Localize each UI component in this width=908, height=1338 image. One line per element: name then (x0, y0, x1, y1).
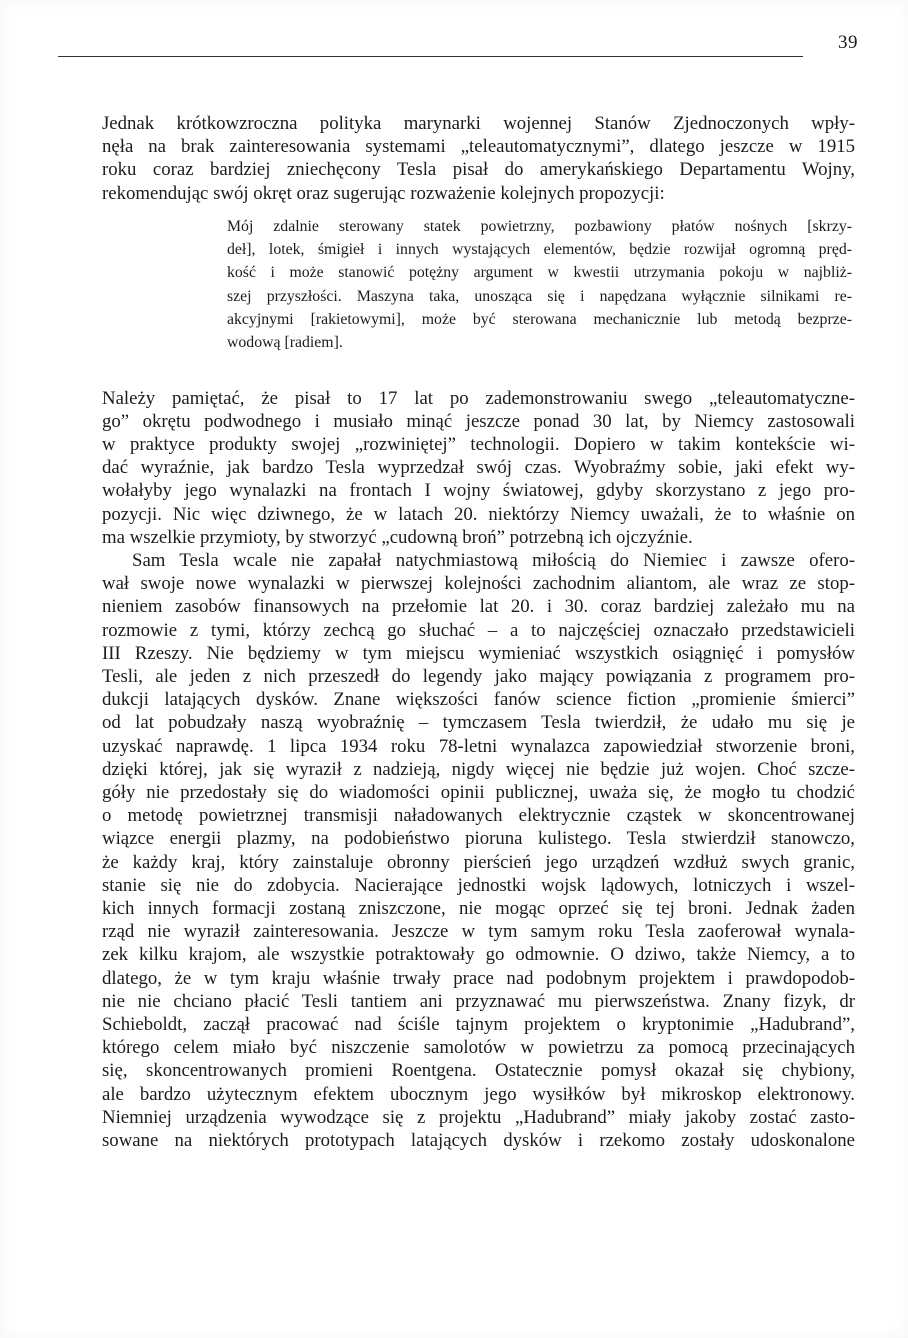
text-line: od lat pobudzały naszą wyobraźnię – tymczasem Tesla twierdził, że udało mu się je (102, 712, 855, 734)
text-line: akcyjnymi [rakietowymi], może być sterowana mechanicznie lub metodą bezprze- (227, 311, 852, 328)
page-body (102, 112, 855, 1152)
text-line: nie nie chciano płacić Tesli tantiem ani przyznawać mu pierwszeństwa. Znany fizyk, dr (102, 990, 855, 1012)
text-line: dać wyraźnie, jak bardzo Tesla wyprzedzał swój czas. Wyobraźmy sobie, jaki efekt wy- (102, 457, 855, 479)
text-line: dlatego, że w tym kraju właśnie trwały prace nad podobnym projektem i prawdopodob- (102, 967, 855, 989)
text-line: zek kilku krajom, ale wszystkie potraktowały go odmownie. O dziwo, także Niemcy, a to (102, 944, 855, 966)
page-number: 39 (838, 32, 858, 53)
text-line: III Rzeszy. Nie będziemy w tym miejscu wymieniać wszystkich osiągnięć i pomysłów (102, 642, 855, 664)
text-line: Niemniej urządzenia wywodzące się z projektu „Hadubrand” miały jakoby zostać zasto- (102, 1106, 855, 1128)
text-line: rozmowie z tymi, którzy zechcą go słuchać – a to najczęściej oznaczało przedstawicieli (102, 619, 855, 641)
header-rule (58, 56, 803, 57)
text-line: wiązce energii plazmy, na podobieństwo pioruna kulistego. Tesla stwierdził stanowczo, (102, 828, 855, 850)
text-line: Schieboldt, zaczął pracować nad ściśle tajnym projektem o kryptonimie „Hadubrand”, (102, 1014, 855, 1036)
text-line: ale bardzo użytecznym efektem ubocznym jego wysiłków był mikroskop elektronowy. (102, 1083, 855, 1105)
paragraph-context (102, 387, 855, 549)
text-line: dukcji latających dysków. Znane większości fanów science fiction „promienie śmierci” (102, 689, 855, 711)
text-line: ma wszelkie przymioty, by stworzyć „cudowną broń” potrzebną ich ojczyźnie. (102, 526, 693, 548)
text-line: o metodę powietrznej transmisji naładowanych elektrycznie cząstek w skoncentrowanej (102, 805, 855, 827)
text-line: stanie się nie do zdobycia. Nacierające jednostki wojsk lądowych, lotniczych i wszel- (102, 874, 855, 896)
text-line: Sam Tesla wcale nie zapałał natychmiastową miłością do Niemiec i zawsze ofero- (132, 550, 855, 572)
text-line: dzięki której, jak się wyraził z nadzieją, nigdy więcej nie będzie już wojen. Choć szcze- (102, 758, 855, 780)
text-line: go” okrętu podwodnego i musiało minąć jeszcze ponad 30 lat, by Niemcy zastosowali (102, 410, 855, 432)
paragraph-tesla-death-ray (102, 549, 855, 1152)
text-line: Należy pamiętać, że pisał to 17 lat po zademonstrowaniu swego „teleautomatyczne- (102, 387, 855, 409)
text-line: roku coraz bardziej zniechęcony Tesla pisał do amerykańskiego Departamentu Wojny, (102, 159, 855, 181)
text-line: wał swoje nowe wynalazki w pierwszej kolejności zachodnim aliantom, ale wraz ze stop- (102, 573, 855, 595)
text-line: się, skoncentrowanych promieni Roentgena. Ostatecznie pomysł okazał się chybiony, (102, 1060, 855, 1082)
text-line: uzyskać naprawdę. 1 lipca 1934 roku 78-letni wynalazca zapowiedział stworzenie broni, (102, 735, 855, 757)
text-line: deł], lotek, śmigieł i innych wystających elementów, będzie rozwijał ogromną pręd- (227, 241, 852, 259)
text-line: Jednak krótkowzroczna polityka marynarki wojennej Stanów Zjednoczonych wpły- (102, 113, 855, 134)
text-line: że każdy kraj, który zainstaluje obronny pierścień jego urządzeń wzdłuż swych granic, (102, 851, 855, 873)
text-line: kość i może stanowić potężny argument w kwestii utrzymania pokoju w najbliż- (227, 264, 852, 282)
text-line: w praktyce produkty swojej „rozwiniętej” technologii. Dopiero w takim kontekście wi- (102, 434, 855, 455)
text-line: rekomendując swój okręt oraz sugerując rozważenie kolejnych propozycji: (102, 182, 665, 204)
text-line: szej przyszłości. Maszyna taka, unosząca się i napędzana wyłącznie silnikami re- (227, 287, 852, 305)
text-line: Tesli, ale jeden z nich przeszedł do legendy jako mający powiązania z programem pro- (102, 666, 855, 688)
text-line: rząd nie wyraził zainteresowania. Jeszcze w tym samym roku Tesla zaoferował wynala- (102, 921, 855, 943)
text-line: sowane na niektórych prototypach latających dysków i rzekomo zostały udoskonalone (102, 1130, 855, 1152)
text-line: nęła na brak zainteresowania systemami „teleautomatycznymi”, dlatego jeszcze w 1915 (102, 136, 855, 158)
text-line: wołałyby jego wynalazki na frontach I wojny światowej, gdyby skorzystano z jego pro- (102, 480, 855, 502)
block-quote (227, 215, 852, 355)
text-line: góły nie przedostały się do wiadomości opinii publicznej, uważa się, że mogło tu chodzić (102, 782, 855, 804)
text-line: którego celem miało być niszczenie samolotów w powietrzu za pomocą przecinających (102, 1037, 855, 1059)
text-line: Mój zdalnie sterowany statek powietrzny, pozbawiony płatów nośnych [skrzy- (227, 217, 852, 235)
text-line: pozycji. Nic więc dziwnego, że w latach 20. niektórzy Niemcy uważali, że to właśnie on (102, 503, 855, 525)
text-line: nieniem zasobów finansowych na przełomie lat 20. i 30. coraz bardziej zależało mu na (102, 596, 855, 618)
paragraph-intro (102, 112, 855, 205)
text-line: kich innych formacji zostaną zniszczone, nie mogąc oprzeć się tej broni. Jednak żaden (102, 898, 855, 920)
text-line: wodową [radiem]. (227, 334, 343, 352)
